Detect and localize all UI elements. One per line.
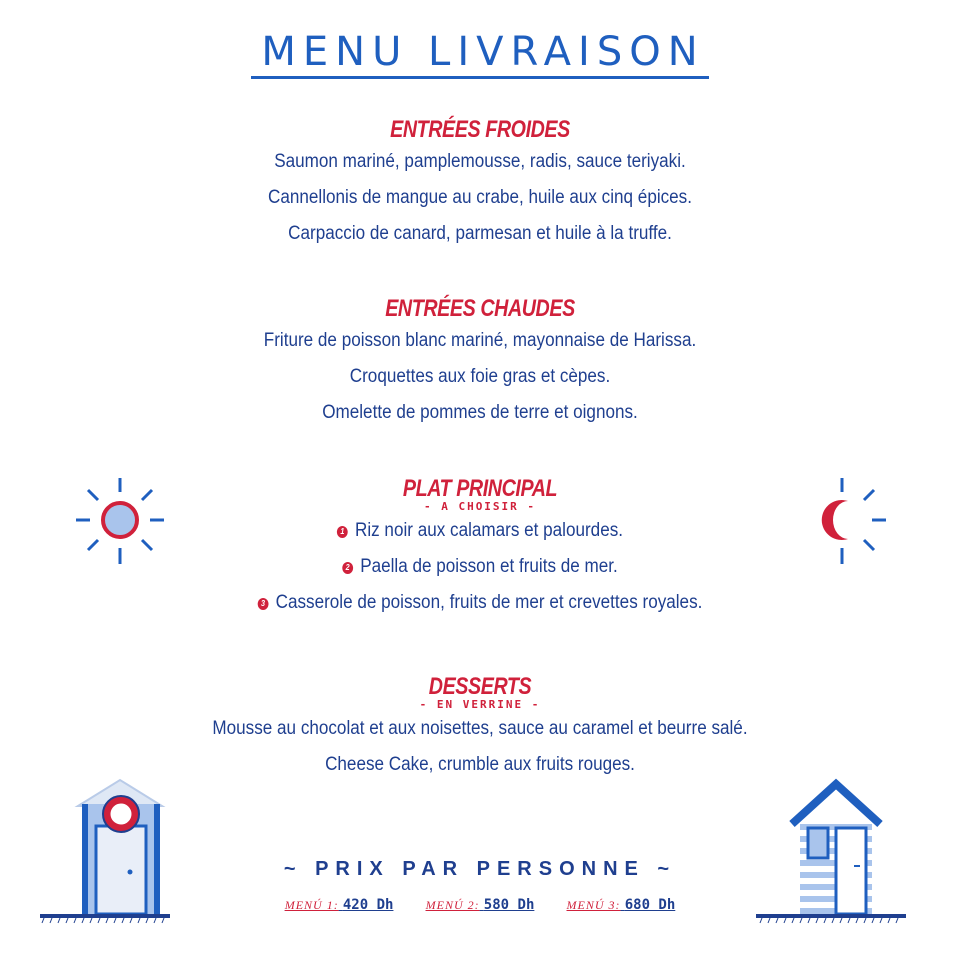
price-label: MENÚ 1: xyxy=(284,898,339,912)
section-subtitle: - A CHOISIR - xyxy=(423,500,537,513)
menu-item: Saumon mariné, pamplemousse, radis, sauce teriyaki. xyxy=(274,151,686,172)
section-entrees-chaudes xyxy=(0,295,960,431)
price-value: 580 Dh xyxy=(483,897,535,913)
sun-icon xyxy=(74,476,166,568)
menu-title xyxy=(0,30,960,79)
number-badge: 1 xyxy=(337,526,348,538)
menu-item-text: Paella de poisson et fruits de mer. xyxy=(360,556,618,577)
section-entrees-froides xyxy=(0,116,960,252)
menu-item: Omelette de pommes de terre et oignons. xyxy=(322,402,638,423)
number-badge: 3 xyxy=(258,598,269,610)
price-label: MENÚ 2: xyxy=(425,898,480,912)
section-subtitle: - EN VERRINE - xyxy=(419,698,541,711)
section-title: DESSERTS xyxy=(428,673,532,700)
menu-item xyxy=(48,585,912,621)
section-title: PLAT PRINCIPAL xyxy=(402,475,558,502)
menu-item-text: Casserole de poisson, fruits de mer et crevettes royales. xyxy=(275,592,703,613)
menu-item: Cannellonis de mangue au crabe, huile aux cinq épices. xyxy=(268,187,692,208)
menu-item: Carpaccio de canard, parmesan et huile à la truffe. xyxy=(288,223,672,244)
menu-item: Friture de poisson blanc mariné, mayonnaise de Harissa. xyxy=(263,330,697,351)
price-label: MENÚ 3: xyxy=(566,898,621,912)
pricing-heading: ~ PRIX PAR PERSONNE ~ xyxy=(283,858,677,880)
section-desserts xyxy=(0,673,960,783)
menu-item: Mousse au chocolat et aux noisettes, sauce au caramel et beurre salé. xyxy=(212,718,748,739)
menu-item: Cheese Cake, crumble aux fruits rouges. xyxy=(325,754,635,775)
menu-title-text: MENU LIVRAISON xyxy=(251,30,708,79)
price-value: 420 Dh xyxy=(342,897,394,913)
price-menu-1 xyxy=(285,896,394,913)
number-badge: 2 xyxy=(342,562,353,574)
moon-icon xyxy=(796,476,888,568)
price-menu-2 xyxy=(426,896,535,913)
section-title: ENTRÉES FROIDES xyxy=(390,116,570,143)
menu-item xyxy=(48,513,912,549)
section-title: ENTRÉES CHAUDES xyxy=(385,295,575,322)
menu-item-text: Riz noir aux calamars et palourdes. xyxy=(354,520,624,541)
price-list xyxy=(0,896,960,913)
price-value: 680 Dh xyxy=(624,897,676,913)
price-menu-3 xyxy=(567,896,676,913)
menu-item: Croquettes aux foie gras et cèpes. xyxy=(349,366,611,387)
menu-item xyxy=(48,549,912,585)
